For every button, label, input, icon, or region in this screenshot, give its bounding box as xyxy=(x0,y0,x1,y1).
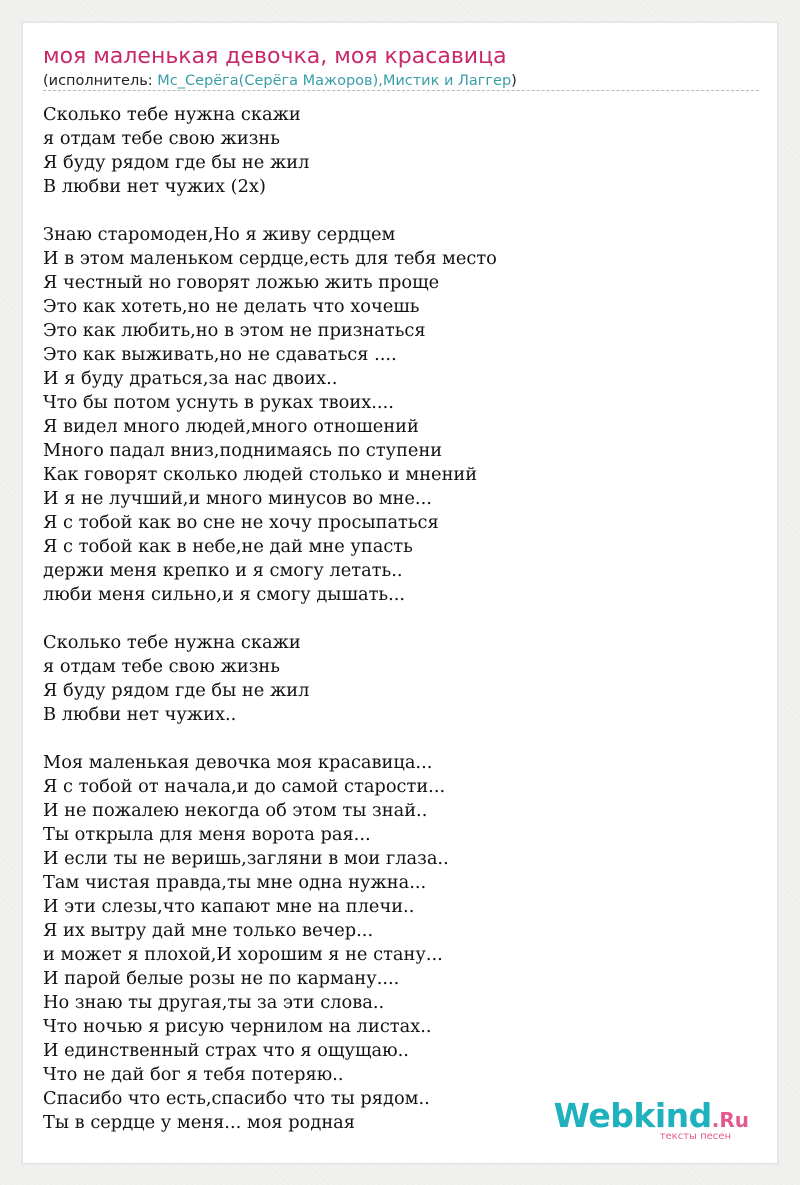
lyric-line: Моя маленькая девочка моя красавица... xyxy=(43,752,433,773)
stanza-gap xyxy=(43,199,759,223)
lyric-line: Много падал вниз,поднимаясь по ступени xyxy=(43,440,443,461)
lyric-line: я отдам тебе свою жизнь xyxy=(43,128,280,149)
lyric-line: В любви нет чужих (2х) xyxy=(43,176,266,197)
lyric-line: Ты в сердце у меня... моя родная xyxy=(43,1112,356,1133)
lyric-line: И парой белые розы не по карману.... xyxy=(43,968,400,989)
lyric-line: я отдам тебе свою жизнь xyxy=(43,656,280,677)
site-logo[interactable] xyxy=(553,1096,749,1143)
lyric-line: И если ты не веришь,загляни в мои глаза.. xyxy=(43,848,449,869)
lyric-line: Но знаю ты другая,ты за эти слова.. xyxy=(43,992,385,1013)
song-title: моя маленькая девочка, моя красавица xyxy=(43,44,507,69)
lyric-line: Что не дай бог я тебя потеряю.. xyxy=(43,1064,344,1085)
logo-tagline: тексты песен xyxy=(659,1131,731,1142)
lyric-line: Там чистая правда,ты мне одна нужна... xyxy=(43,872,427,893)
lyric-line: держи меня крепко и я смогу летать.. xyxy=(43,560,403,581)
logo-tld: .Ru xyxy=(711,1108,749,1132)
lyric-line: В любви нет чужих.. xyxy=(43,704,237,725)
lyric-line: И я не лучший,и много минусов во мне... xyxy=(43,488,432,509)
lyric-line: Я их вытру дай мне только вечер... xyxy=(43,920,374,941)
lyric-line: Я с тобой как во сне не хочу просыпаться xyxy=(43,512,439,533)
lyric-line: Я видел много людей,много отношений xyxy=(43,416,419,437)
lyric-line: Сколько тебе нужна скажи xyxy=(43,632,301,653)
lyric-line: Я буду рядом где бы не жил xyxy=(43,152,310,173)
stanza-gap xyxy=(43,727,759,751)
performer-link[interactable]: Mc_Серёга(Серёга Мажоров),Мистик и Лаггер xyxy=(157,73,512,89)
lyric-line: И единственный страх что я ощущаю.. xyxy=(43,1040,409,1061)
lyric-line: Я буду рядом где бы не жил xyxy=(43,680,310,701)
lyric-line: И эти слезы,что капают мне на плечи.. xyxy=(43,896,415,917)
lyric-line: Я с тобой от начала,и до самой старости... xyxy=(43,776,446,797)
lyric-line: Что ночью я рисую чернилом на листах.. xyxy=(43,1016,432,1037)
lyric-line: Ты открыла для меня ворота рая... xyxy=(43,824,371,845)
stanza-gap xyxy=(43,607,759,631)
lyric-line: Как говорят сколько людей столько и мнений xyxy=(43,464,478,485)
lyrics-text xyxy=(43,103,759,1135)
lyrics-card xyxy=(22,22,778,1164)
lyric-line: И я буду драться,за нас двоих.. xyxy=(43,368,338,389)
performer-prefix: (исполнитель: xyxy=(43,73,158,89)
lyric-line: и может я плохой,И хорошим я не стану... xyxy=(43,944,443,965)
lyric-line: Я честный но говорят ложью жить проще xyxy=(43,272,440,293)
lyric-line: Я с тобой как в небе,не дай мне упасть xyxy=(43,536,413,557)
logo-word: Webkind xyxy=(553,1096,712,1135)
lyric-line: И в этом маленьком сердце,есть для тебя место xyxy=(43,248,497,269)
lyric-line: Знаю старомоден,Но я живу сердцем xyxy=(43,224,396,245)
lyric-line: Спасибо что есть,спасибо что ты рядом.. xyxy=(43,1088,430,1109)
lyric-line: Сколько тебе нужна скажи xyxy=(43,104,301,125)
lyric-line: И не пожалею некогда об этом ты знай.. xyxy=(43,800,428,821)
lyric-line: Это как хотеть,но не делать что хочешь xyxy=(43,296,420,317)
performer-suffix: ) xyxy=(511,73,517,89)
lyric-line: Это как любить,но в этом не признаться xyxy=(43,320,426,341)
lyric-line: люби меня сильно,и я смогу дышать... xyxy=(43,584,406,605)
title-divider xyxy=(43,90,759,91)
lyric-line: Что бы потом уснуть в руках твоих.... xyxy=(43,392,394,413)
performer-line xyxy=(43,72,517,90)
lyric-line: Это как выживать,но не сдаваться .... xyxy=(43,344,397,365)
